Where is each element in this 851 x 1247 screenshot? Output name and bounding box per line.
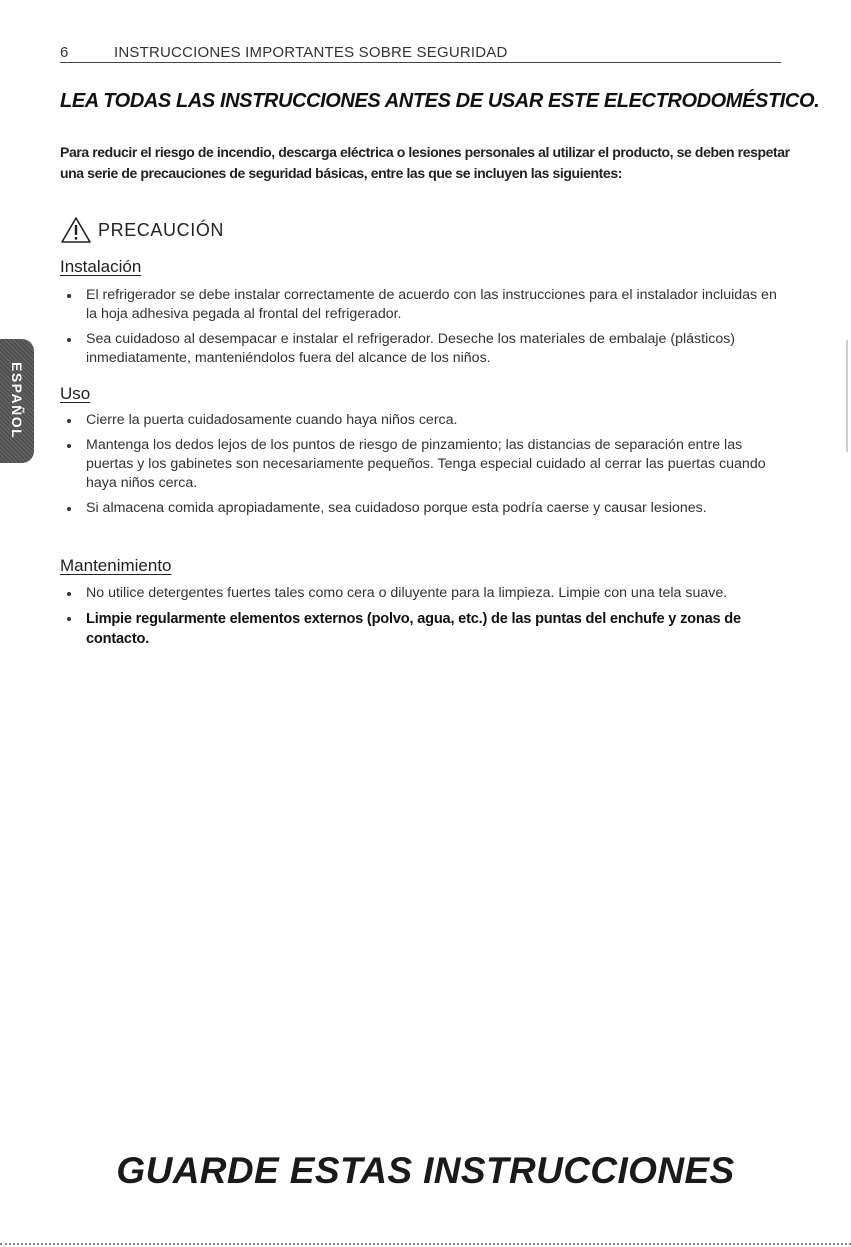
- list-item: Sea cuidadoso al desempacar e instalar el refrigerador. Deseche los materiales de embalaje (plásticos) inmediatamente, manteniéndolos fuera del alcance de los niños.: [60, 330, 782, 368]
- mantenimiento-list: [60, 584, 782, 655]
- caution-heading: [60, 214, 224, 246]
- language-side-tab-label: ESPAÑOL: [9, 362, 25, 440]
- list-item: Si almacena comida apropiadamente, sea cuidadoso porque esta podría caerse y causar lesiones.: [60, 499, 782, 518]
- right-margin-mark: [846, 340, 848, 452]
- list-item: Cierre la puerta cuidadosamente cuando haya niños cerca.: [60, 411, 782, 430]
- language-side-tab: [0, 339, 34, 463]
- page-bottom-edge: [0, 1243, 851, 1245]
- footer-title: GUARDE ESTAS INSTRUCCIONES: [116, 1150, 735, 1191]
- page-header: [60, 44, 781, 63]
- instalacion-list: [60, 286, 782, 374]
- section-title-instalacion: Instalación: [60, 257, 142, 276]
- intro-paragraph: Para reducir el riesgo de incendio, descarga eléctrica o lesiones personales al utilizar el producto, se deben respetar una serie de precauciones de seguridad básicas, entre las que se incluyen las siguientes:: [60, 144, 790, 181]
- list-item: Mantenga los dedos lejos de los puntos de riesgo de pinzamiento; las distancias de separación entre las puertas y los gabinetes son necesariamente pequeños. Tenga especial cuidado al cerrar las puertas cuando haya niños cerca.: [60, 436, 782, 493]
- list-item: El refrigerador se debe instalar correctamente de acuerdo con las instrucciones para el instalador incluidas en la hoja adhesiva pegada al frontal del refrigerador.: [60, 286, 782, 324]
- warning-triangle-icon: [60, 216, 92, 244]
- list-item: Limpie regularmente elementos externos (polvo, agua, etc.) de las puntas del enchufe y zonas de contacto.: [60, 609, 782, 649]
- page-number: 6: [60, 44, 69, 61]
- section-title-mantenimiento: Mantenimiento: [60, 556, 172, 575]
- caution-label: PRECAUCIÓN: [98, 219, 225, 240]
- section-title-uso: Uso: [60, 384, 91, 403]
- uso-list: [60, 411, 782, 524]
- list-item: No utilice detergentes fuertes tales como cera o diluyente para la limpieza. Limpie con una tela suave.: [60, 584, 782, 603]
- main-heading: LEA TODAS LAS INSTRUCCIONES ANTES DE USAR ESTE ELECTRODOMÉSTICO.: [60, 90, 820, 112]
- header-title: INSTRUCCIONES IMPORTANTES SOBRE SEGURIDAD: [114, 44, 508, 61]
